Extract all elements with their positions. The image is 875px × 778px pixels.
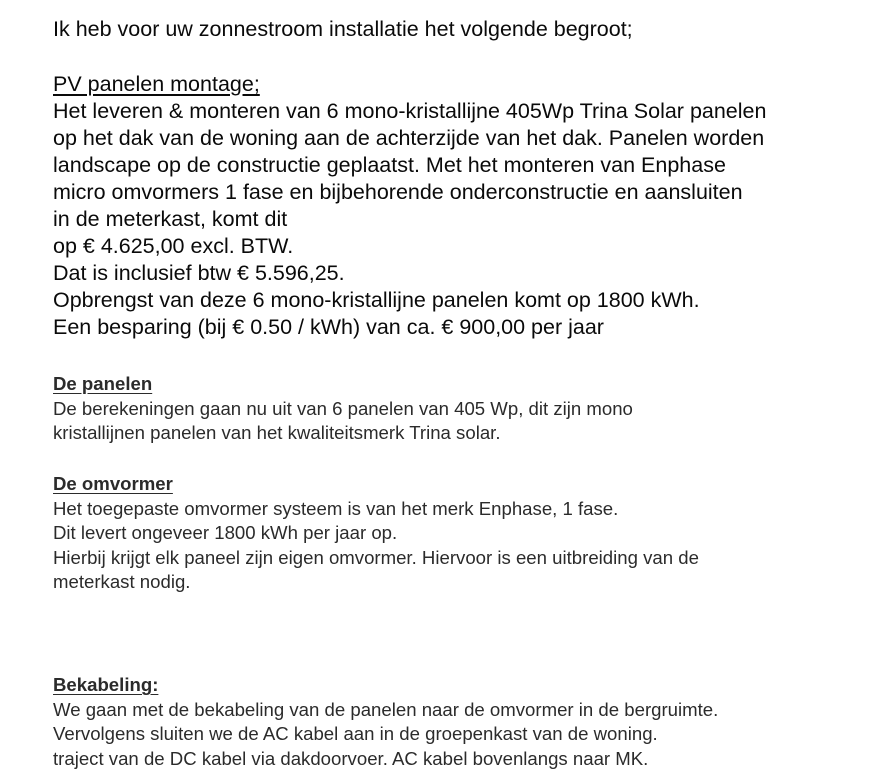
pv-montage-line: in de meterkast, komt dit: [53, 207, 288, 231]
panelen-line: kristallijnen panelen van het kwaliteitsmerk Trina solar.: [53, 422, 501, 443]
omvormer-line: meterkast nodig.: [53, 571, 191, 592]
bekabeling-line: traject van de DC kabel via dakdoorvoer. AC kabel bovenlangs naar MK.: [53, 747, 649, 769]
savings-text: Een besparing (bij € 0.50 / kWh) van ca. € 900,00 per jaar: [53, 315, 604, 339]
omvormer-line: Hierbij krijgt elk paneel zijn eigen omvormer. Hiervoor is een uitbreiding van de: [53, 546, 699, 568]
price-excl-btw: op € 4.625,00 excl. BTW.: [53, 234, 294, 258]
pv-montage-line: op het dak van de woning aan de achterzijde van het dak. Panelen worden: [53, 126, 765, 150]
bekabeling-section: [53, 673, 718, 771]
bekabeling-line: Vervolgens sluiten we de AC kabel aan in de groepenkast van de woning.: [53, 723, 658, 744]
price-incl-btw: Dat is inclusief btw € 5.596,25.: [53, 261, 345, 285]
panelen-heading: De panelen: [53, 373, 153, 394]
omvormer-line: Het toegepaste omvormer systeem is van het merk Enphase, 1 fase.: [53, 497, 619, 519]
omvormer-heading: De omvormer: [53, 473, 173, 494]
bekabeling-line: We gaan met de bekabeling van de panelen naar de omvormer in de bergruimte.: [53, 698, 719, 720]
pv-montage-line: micro omvormers 1 fase en bijbehorende onderconstructie en aansluiten: [53, 180, 743, 204]
intro-section: [53, 16, 633, 43]
yield-text: Opbrengst van deze 6 mono-kristallijne panelen komt op 1800 kWh.: [53, 288, 700, 312]
pv-montage-section: [53, 71, 766, 341]
omvormer-line: Dit levert ongeveer 1800 kWh per jaar op.: [53, 522, 398, 543]
pv-montage-heading: PV panelen montage;: [53, 72, 260, 96]
bekabeling-heading: Bekabeling:: [53, 674, 159, 695]
omvormer-section: [53, 472, 699, 595]
panelen-section: [53, 372, 633, 446]
intro-text: Ik heb voor uw zonnestroom installatie het volgende begroot;: [53, 17, 633, 41]
panelen-line: De berekeningen gaan nu uit van 6 panelen van 405 Wp, dit zijn mono: [53, 397, 633, 419]
pv-montage-line: landscape op de constructie geplaatst. Met het monteren van Enphase: [53, 153, 726, 177]
pv-montage-line: Het leveren & monteren van 6 mono-kristallijne 405Wp Trina Solar panelen: [53, 99, 767, 123]
